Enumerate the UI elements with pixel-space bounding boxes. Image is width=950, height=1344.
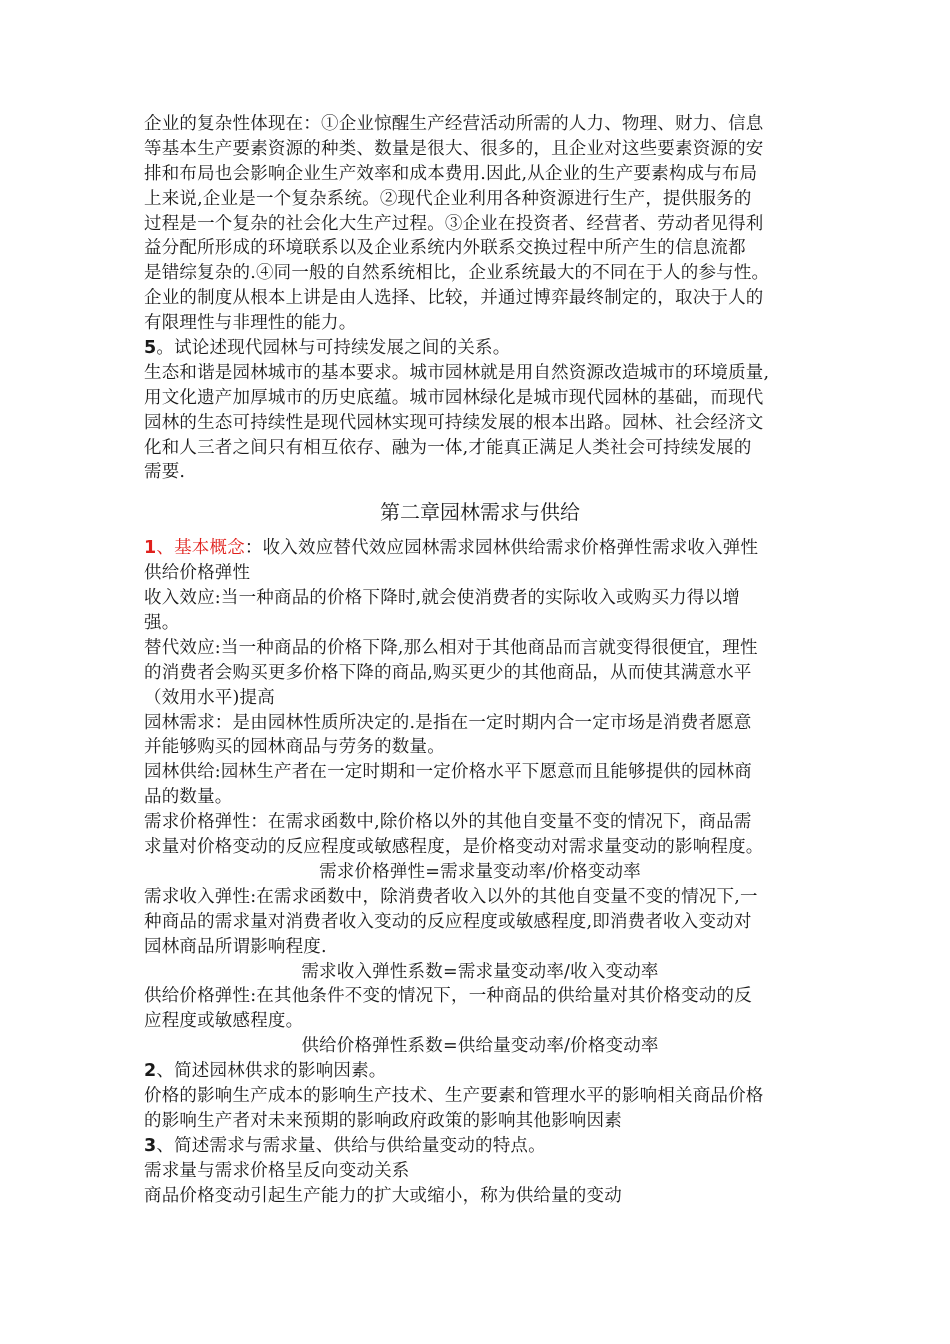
text-line: 需求收入弹性:在需求函数中，除消费者收入以外的其他自变量不变的情况下,一 (144, 886, 758, 907)
text-line: 需要. (144, 462, 186, 483)
chapter-title: 第二章园林需求与供给 (380, 500, 580, 525)
text-line: 化和人三者之间只有相互依存、融为一体,才能真正满足人类社会可持续发展的 (144, 437, 752, 458)
text-line: 排和布局也会影响企业生产效率和成本费用.因此,从企业的生产要素构成与布局 (144, 163, 758, 184)
text-line: 园林需求：是由园林性质所决定的.是指在一定时期内合一定市场是消费者愿意 (144, 712, 752, 733)
question-number: 2 (144, 1061, 157, 1082)
text-line: 的影响生产者对未来预期的影响政府政策的影响其他影响因素 (144, 1110, 622, 1131)
section-number: 1 (144, 538, 157, 559)
question-number: 5 (144, 338, 157, 359)
text-line: 商品价格变动引起生产能力的扩大或缩小，称为供给量的变动 (144, 1185, 622, 1206)
text-line: 上来说,企业是一个复杂系统。②现代企业利用各种资源进行生产，提供服务的 (144, 188, 752, 209)
text-line: 益分配所形成的环境联系以及企业系统内外联系交换过程中所产生的信息流都 (144, 238, 746, 259)
text-line: 园林供给:园林生产者在一定时期和一定价格水平下愿意而且能够提供的园林商 (144, 762, 752, 783)
question-5 (144, 336, 816, 361)
question-2 (144, 1059, 816, 1084)
text-line: 需求价格弹性：在需求函数中,除价格以外的其他自变量不变的情况下，商品需 (144, 812, 752, 833)
text-line: 有限理性与非理性的能力。 (144, 313, 357, 334)
text-line: 种商品的需求量对消费者收入变动的反应程度或敏感程度,即消费者收入变动对 (144, 911, 752, 932)
text-line: （效用水平)提高 (144, 687, 275, 708)
text-line: 价格的影响生产成本的影响生产技术、生产要素和管理水平的影响相关商品价格 (144, 1085, 764, 1106)
paragraph-enterprise-complexity (144, 112, 816, 336)
income-elasticity-definition (144, 885, 816, 960)
text-line: 应程度或敏感程度。 (144, 1011, 304, 1032)
text-line: 供给价格弹性 (144, 563, 251, 584)
text-line: 的消费者会购买更多价格下降的商品,购买更少的其他商品，从而使其满意水平 (144, 662, 752, 683)
text-line: 用文化遗产加厚城市的历史底蕴。城市园林绿化是城市现代园林的基础，而现代 (144, 387, 764, 408)
text-line: 品的数量。 (144, 787, 233, 808)
text-line: 企业的制度从根本上讲是由人选择、比较，并通过博弈最终制定的，取决于人的 (144, 288, 764, 309)
section-1-heading (144, 536, 816, 561)
text-line: 供给价格弹性:在其他条件不变的情况下，一种商品的供给量对其价格变动的反 (144, 986, 752, 1007)
answer-5 (144, 361, 816, 485)
text-line: 替代效应:当一种商品的价格下降,那么相对于其他商品而言就变得很便宜，理性 (144, 637, 758, 658)
text-line: 生态和谐是园林城市的基本要求。城市园林就是用自然资源改造城市的环境质量, (144, 362, 770, 383)
answer-2 (144, 1084, 816, 1134)
formula-supply-elasticity: 供给价格弹性系数=供给量变动率/价格变动率 (301, 1036, 659, 1057)
text-line: 需求量与需求价格呈反向变动关系 (144, 1160, 410, 1181)
text-line: 等基本生产要素资源的种类、数量是很大、很多的，且企业对这些要素资源的安 (144, 138, 764, 159)
text-line: 并能够购买的园林商品与劳务的数量。 (144, 737, 445, 758)
text-line: 是错综复杂的.④同一般的自然系统相比，企业系统最大的不同在于人的参与性。 (144, 263, 770, 284)
formula-income-elasticity: 需求收入弹性系数=需求量变动率/收入变动率 (301, 961, 659, 982)
question-number: 3 (144, 1135, 157, 1156)
question-text: 。试论述现代园林与可持续发展之间的关系。 (156, 338, 511, 359)
section-label: 、基本概念 (156, 538, 245, 559)
section-text: ：收入效应替代效应园林需求园林供给需求价格弹性需求收入弹性 (244, 538, 759, 559)
question-text: 、简述需求与需求量、供给与供给量变动的特点。 (156, 1135, 546, 1156)
formula-demand-price-elasticity: 需求价格弹性=需求量变动率/价格变动率 (319, 861, 641, 882)
text-line: 过程是一个复杂的社会化大生产过程。③企业在投资者、经营者、劳动者见得利 (144, 213, 764, 234)
supply-elasticity-definition (144, 984, 816, 1034)
text-line: 园林的生态可持续性是现代园林实现可持续发展的根本出路。园林、社会经济文 (144, 412, 764, 433)
question-text: 、简述园林供求的影响因素。 (156, 1061, 387, 1082)
text-line: 求量对价格变动的反应程度或敏感程度，是价格变动对需求量变动的影响程度。 (144, 837, 764, 858)
text-line: 企业的复杂性体现在：①企业惊醒生产经营活动所需的人力、物理、财力、信息 (144, 114, 764, 134)
text-line: 强。 (144, 613, 180, 634)
definitions (144, 586, 816, 860)
text-line: 园林商品所谓影响程度. (144, 936, 327, 957)
question-3 (144, 1134, 816, 1159)
answer-3 (144, 1159, 816, 1209)
document-page (144, 112, 816, 1208)
text-line: 收入效应:当一种商品的价格下降时,就会使消费者的实际收入或购买力得以增 (144, 588, 740, 609)
